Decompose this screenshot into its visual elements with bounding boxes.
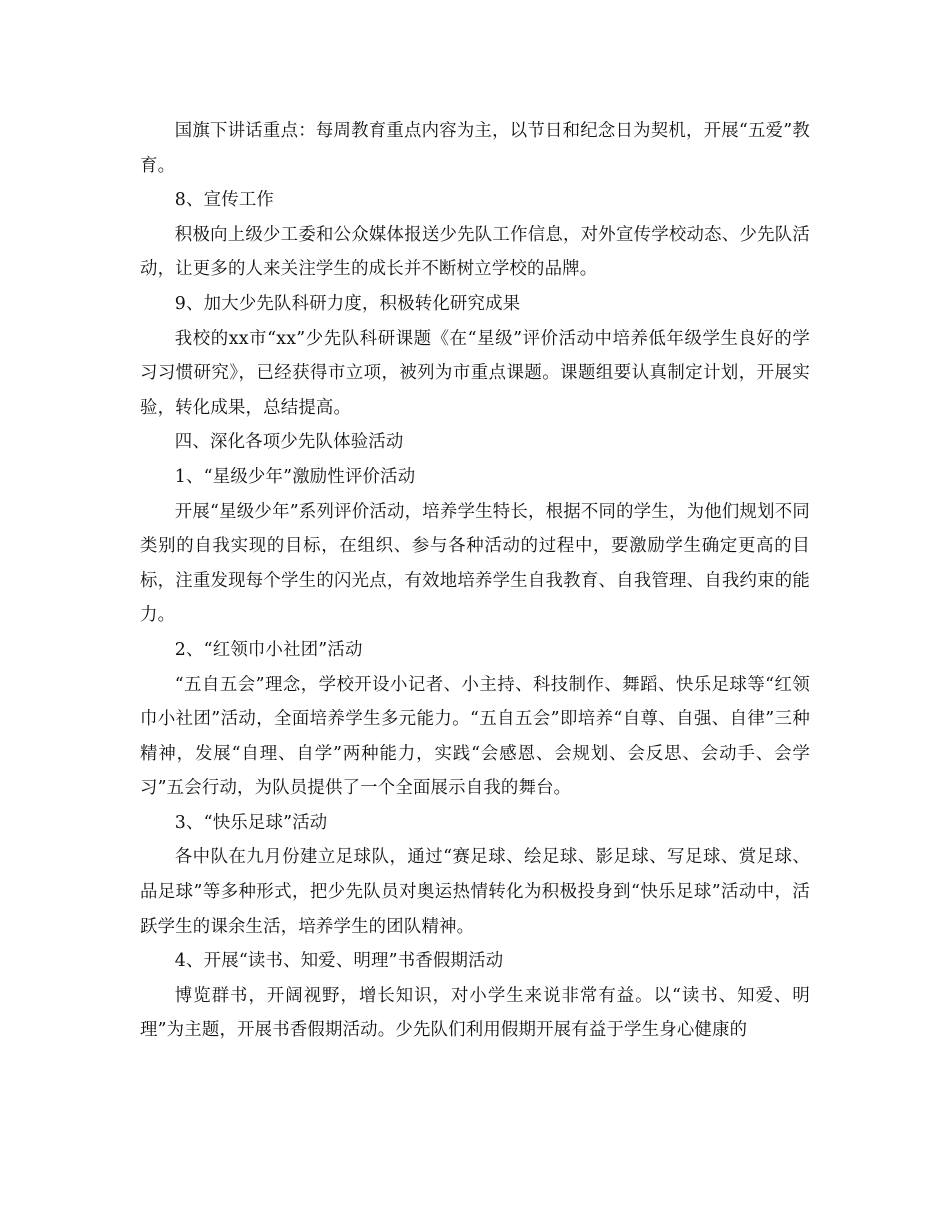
heading-star-youth: 1、“星级少年”激励性评价活动 bbox=[174, 466, 416, 487]
heading-publicity-work: 8、宣传工作 bbox=[174, 190, 275, 211]
heading-research: 9、加大少先队科研力度，积极转化研究成果 bbox=[174, 293, 521, 314]
paragraph-flag-speech: 国旗下讲话重点：每周教育重点内容为主，以节日和纪念日为契机，开展“五爱”教育。 bbox=[140, 121, 810, 176]
paragraph-red-scarf-clubs: “五自五会”理念，学校开设小记者、小主持、科技制作、舞蹈、快乐足球等“红领巾小社团”活动，全面培养学生多元能力。“五自五会”即培养“自尊、自强、自律”三种精神，发展“自理、自学”两种能力，实践“会感恩、会规划、会反思、会动手、会学习”五会行动，为队员提供了一个全面展示自我的舞台。 bbox=[140, 674, 810, 799]
heading-reading-holiday: 4、开展“读书、知爱、明理”书香假期活动 bbox=[174, 951, 504, 972]
heading-happy-football: 3、“快乐足球”活动 bbox=[174, 812, 328, 833]
paragraph-publicity: 积极向上级少工委和公众媒体报送少先队工作信息，对外宣传学校动态、少先队活动，让更多的人来关注学生的成长并不断树立学校的品牌。 bbox=[140, 224, 810, 280]
paragraph-happy-football: 各中队在九月份建立足球队，通过“赛足球、绘足球、影足球、写足球、赏足球、品足球”等多种形式，把少先队员对奥运热情转化为积极投身到“快乐足球”活动中，活跃学生的课余生活，培养学生的团队精神。 bbox=[140, 847, 810, 937]
heading-red-scarf-clubs: 2、“红领巾小社团”活动 bbox=[174, 639, 363, 660]
paragraph-reading-holiday: 博览群书，开阔视野，增长知识，对小学生来说非常有益。以“读书、知爱、明理”为主题，开展书香假期活动。少先队们利用假期开展有益于学生身心健康的 bbox=[140, 985, 810, 1041]
paragraph-star-youth: 开展“星级少年”系列评价活动，培养学生特长，根据不同的学生，为他们规划不同类别的自我实现的目标，在组织、参与各种活动的过程中，要激励学生确定更高的目标，注重发现每个学生的闪光点，有效地培养学生自我教育、自我管理、自我约束的能力。 bbox=[140, 501, 810, 626]
paragraph-research: 我校的xx市“xx”少先队科研课题《在“星级”评价活动中培养低年级学生良好的学习习惯研究》，已经获得市立项，被列为市重点课题。课题组要认真制定计划，开展实验，转化成果，总结提高。 bbox=[140, 328, 810, 418]
heading-section-four: 四、深化各项少先队体验活动 bbox=[174, 432, 404, 453]
